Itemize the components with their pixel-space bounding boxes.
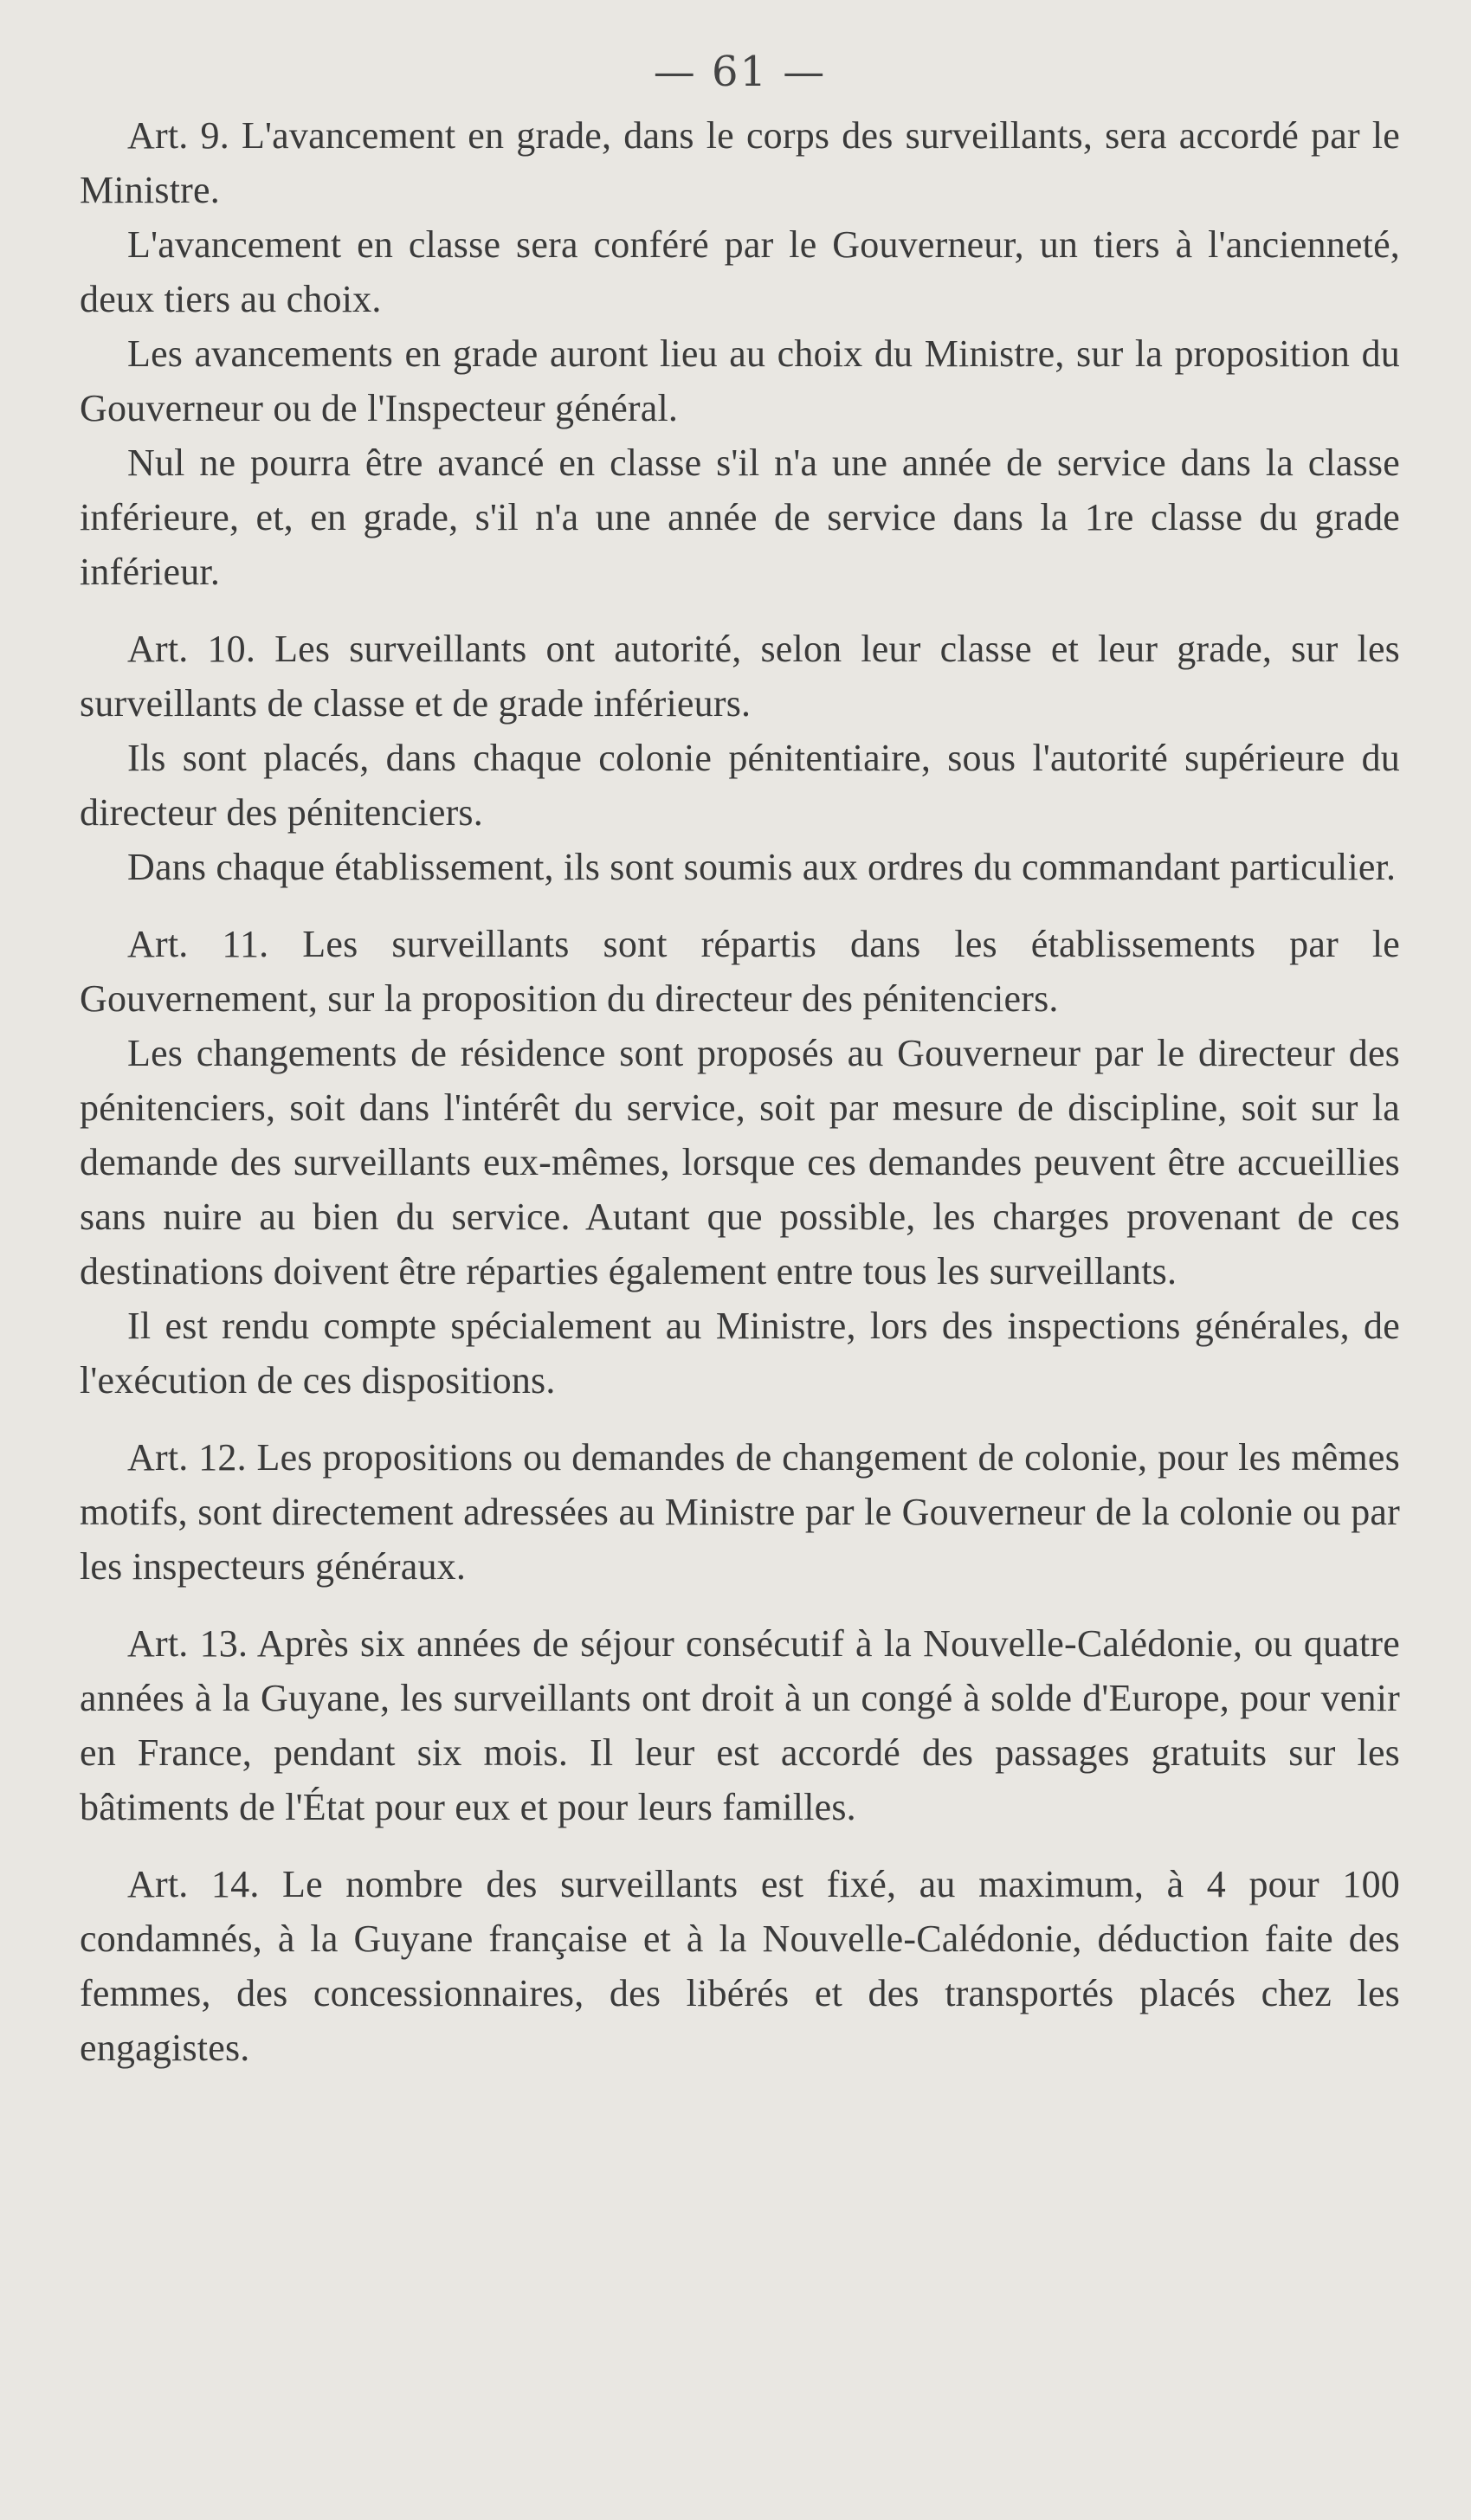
article-11 — [80, 917, 1400, 1408]
article-10 — [80, 622, 1400, 894]
article-13-paragraph-1: Art. 13. Après six années de séjour consécutif à la Nouvelle-Calédonie, ou quatre années à la Guyane, les surveillants ont droit à un congé à solde d'Europe, pour venir en France, pendant six mois. Il leur est accordé des passages gratuits sur les bâtiments de l'État pour eux et pour leurs familles. — [80, 1622, 1400, 1828]
article-10-paragraph-3: Dans chaque établissement, ils sont soumis aux ordres du commandant particulier. — [127, 846, 1397, 888]
article-9-paragraph-3: Les avancements en grade auront lieu au choix du Ministre, sur la proposition du Gouverneur ou de l'Inspecteur général. — [80, 332, 1400, 429]
article-9 — [80, 108, 1400, 599]
article-11-paragraph-2: Les changements de résidence sont proposés au Gouverneur par le directeur des pénitenciers, soit dans l'intérêt du service, soit par mesure de discipline, soit sur la demande des surveillants eux-mêmes, lorsque ces demandes peuvent être accueillies sans nuire au bien du service. Autant que possible, les charges provenant de ces destinations doivent être réparties également entre tous les surveillants. — [80, 1032, 1400, 1292]
article-9-paragraph-4: Nul ne pourra être avancé en classe s'il n'a une année de service dans la classe inférieure, et, en grade, s'il n'a une année de service dans la 1re classe du grade inférieur. — [80, 441, 1400, 593]
article-13 — [80, 1616, 1400, 1834]
page-number: — 61 — — [653, 48, 827, 96]
article-10-paragraph-1: Art. 10. Les surveillants ont autorité, selon leur classe et leur grade, sur les surveillants de classe et de grade inférieurs. — [80, 628, 1400, 725]
article-14 — [80, 1857, 1400, 2075]
article-12 — [80, 1430, 1400, 1594]
article-10-paragraph-2: Ils sont placés, dans chaque colonie pénitentiaire, sous l'autorité supérieure du directeur des pénitenciers. — [80, 737, 1400, 834]
article-9-paragraph-2: L'avancement en classe sera conféré par le Gouverneur, un tiers à l'ancienneté, deux tiers au choix. — [80, 223, 1400, 320]
article-11-paragraph-3: Il est rendu compte spécialement au Ministre, lors des inspections générales, de l'exécution de ces dispositions. — [80, 1305, 1400, 1402]
article-12-paragraph-1: Art. 12. Les propositions ou demandes de changement de colonie, pour les mêmes motifs, sont directement adressées au Ministre par le Gouverneur de la colonie ou par les inspecteurs généraux. — [80, 1436, 1400, 1588]
article-14-paragraph-1: Art. 14. Le nombre des surveillants est fixé, au maximum, à 4 pour 100 condamnés, à la Guyane française et à la Nouvelle-Calédonie, déduction faite des femmes, des concessionnaires, des libérés et des transportés placés chez les engagistes. — [80, 1863, 1400, 2069]
article-11-paragraph-1: Art. 11. Les surveillants sont répartis dans les établissements par le Gouvernement, sur la proposition du directeur des pénitenciers. — [80, 923, 1400, 1020]
article-9-paragraph-1: Art. 9. L'avancement en grade, dans le corps des surveillants, sera accordé par le Ministre. — [80, 114, 1400, 211]
